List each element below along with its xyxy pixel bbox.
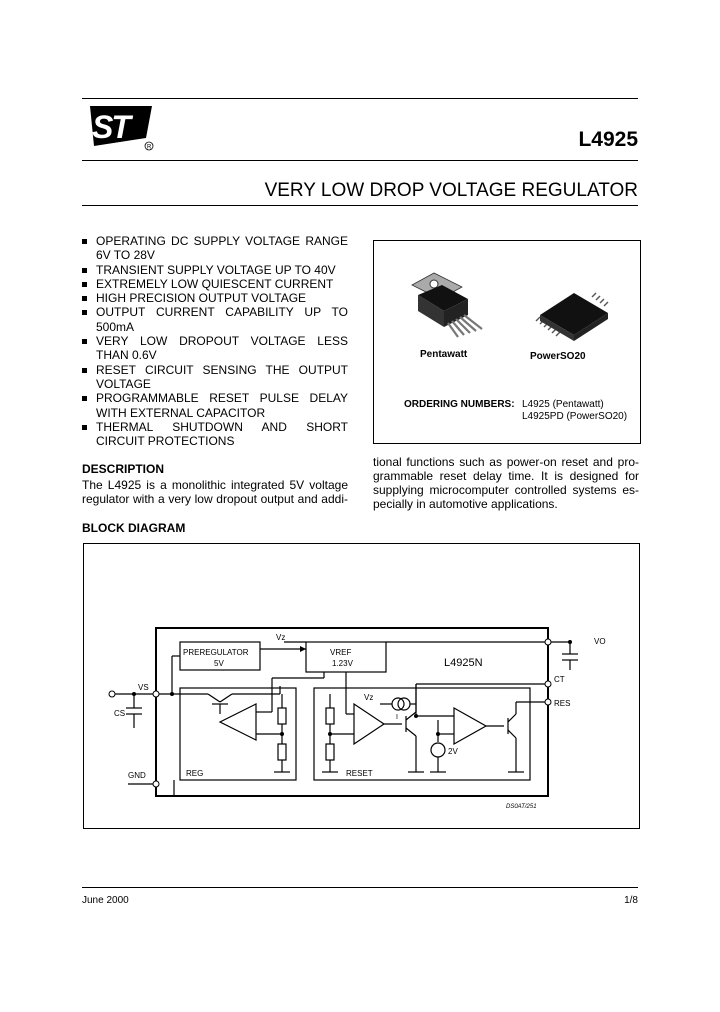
reset-block-label: RESET bbox=[346, 769, 373, 778]
feature-item: TRANSIENT SUPPLY VOLTAGE UP TO 40V bbox=[82, 263, 348, 277]
preregulator-voltage: 5V bbox=[214, 659, 224, 668]
ordering-number-powerso20: L4925PD (PowerSO20) bbox=[522, 411, 628, 422]
reg-block-label: REG bbox=[186, 769, 204, 778]
description-heading: DESCRIPTION bbox=[82, 462, 165, 476]
feature-item: VERY LOW DROPOUT VOLTAGE LESS THAN 0.6V bbox=[82, 334, 348, 363]
feature-item: OUTPUT CURRENT CAPABILITY UP TO 500mA bbox=[82, 305, 348, 334]
st-logo bbox=[82, 104, 156, 152]
feature-item: PROGRAMMABLE RESET PULSE DELAY WITH EXTERNAL CAPACITOR bbox=[82, 391, 348, 420]
drawing-code: DS0AT/251 bbox=[506, 804, 537, 810]
feature-item: RESET CIRCUIT SENSING THE OUTPUT VOLTAGE bbox=[82, 363, 348, 392]
powerso20-label: PowerSO20 bbox=[530, 351, 586, 362]
description-line: regulator with a very low dropout output and addi- bbox=[82, 492, 348, 506]
package-box bbox=[373, 240, 641, 444]
chip-name: L4925N bbox=[444, 657, 483, 669]
feature-item: EXTREMELY LOW QUIESCENT CURRENT bbox=[82, 277, 348, 291]
source-2v-label: 2V bbox=[448, 747, 458, 756]
feature-item: HIGH PRECISION OUTPUT VOLTAGE bbox=[82, 291, 348, 305]
description-line: tional functions such as power-on reset and pro- bbox=[373, 455, 639, 469]
vz-top-label: Vz bbox=[276, 633, 286, 642]
pentawatt-label: Pentawatt bbox=[420, 349, 468, 360]
feature-item: OPERATING DC SUPPLY VOLTAGE RANGE 6V TO 28V bbox=[82, 234, 348, 263]
vz-reset-label: Vz bbox=[364, 693, 374, 702]
pin-vs-label: VS bbox=[138, 683, 149, 692]
footer-rule bbox=[82, 887, 638, 888]
feature-list bbox=[82, 234, 348, 448]
header-rule bbox=[82, 160, 638, 161]
powerso20-package-image bbox=[534, 287, 614, 343]
description-line: pecially in automotive applications. bbox=[373, 497, 558, 511]
pin-cs-label: CS bbox=[114, 709, 126, 718]
pin-gnd-label: GND bbox=[128, 771, 146, 780]
block-diagram bbox=[84, 544, 639, 828]
pin-vo-label: VO bbox=[594, 637, 606, 646]
ordering-number-pentawatt: L4925 (Pentawatt) bbox=[522, 399, 604, 410]
preregulator-label: PREREGULATOR bbox=[183, 648, 249, 657]
title-rule bbox=[82, 205, 638, 206]
block-diagram-frame bbox=[83, 543, 640, 829]
feature-item: THERMAL SHUTDOWN AND SHORT CIRCUIT PROTECTIONS bbox=[82, 420, 348, 449]
vref-value: 1.23V bbox=[332, 659, 353, 668]
page-title: VERY LOW DROP VOLTAGE REGULATOR bbox=[264, 180, 638, 201]
pin-res-label: RES bbox=[554, 699, 571, 708]
top-rule bbox=[82, 98, 638, 99]
current-source-label: I bbox=[396, 714, 398, 721]
vref-label: VREF bbox=[330, 648, 352, 657]
footer-date: June 2000 bbox=[82, 895, 129, 906]
ordering-numbers-label: ORDERING NUMBERS: bbox=[404, 399, 515, 410]
svg-text:R: R bbox=[147, 144, 152, 151]
svg-text:ST: ST bbox=[92, 109, 129, 145]
description-line: grammable reset delay time. It is designed for bbox=[373, 469, 639, 483]
pentawatt-package-image bbox=[404, 271, 490, 341]
description-line: supplying microcomputer controlled systems es- bbox=[373, 483, 639, 497]
part-number: L4925 bbox=[578, 128, 638, 151]
block-diagram-heading: BLOCK DIAGRAM bbox=[82, 521, 186, 535]
footer-page: 1/8 bbox=[624, 895, 638, 906]
pin-ct-label: CT bbox=[554, 675, 565, 684]
description-line: The L4925 is a monolithic integrated 5V voltage bbox=[82, 478, 348, 492]
